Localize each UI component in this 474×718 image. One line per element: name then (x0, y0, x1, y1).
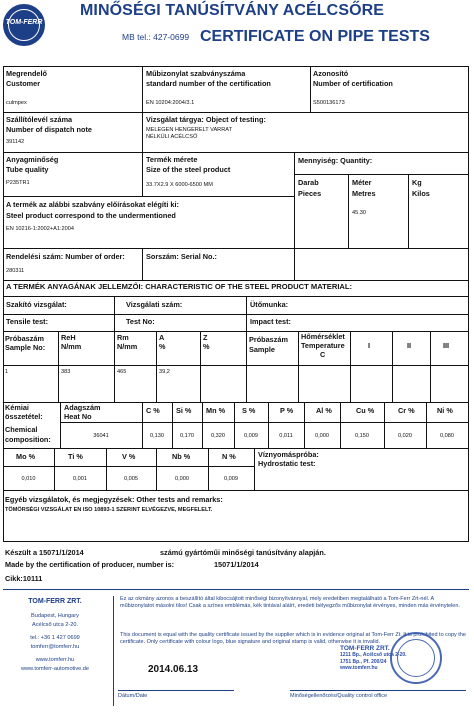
footer-text-hu: Ez az okmány azonos a beszállító által kibocsájtott minőségi bizonyítvánnyal, mely eredetiben megtalálható a Tom-Ferr Zrt-nél. A műbizonylatot másolni tilos! Csak a színes emblémás, kék tintával aláírt, eredeti bélyegzős műbizonylat érvényes, minden más érvénytelen. (120, 596, 460, 610)
value-v: 0,005 (124, 476, 138, 482)
tensile-label-hu: Szakító vizsgálat: (6, 300, 67, 309)
chem-label-en-1: Chemical (5, 425, 38, 434)
dispatch-label-en: Number of dispatch note (6, 125, 92, 134)
stamp-line-1: TOM-FERR ZRT. (340, 645, 390, 652)
qty-label: Mennyiség: Quantity: (298, 156, 373, 165)
id-value: S500136173 (313, 100, 345, 106)
order-label: Rendelési szám: Number of order: (6, 252, 125, 261)
qc-label: Minőségellenőrzés/Quality control office (290, 693, 388, 699)
col-ii: II (407, 341, 412, 350)
row-a-value: 39,2 (159, 369, 170, 375)
made-line2-b: 15071/1/2014 (214, 560, 259, 569)
company-block (0, 592, 114, 712)
sample-label-en: Sample No: (5, 343, 46, 352)
hydro-label-en: Hydrostatic test: (258, 459, 316, 468)
element-ni: Ni % (437, 406, 453, 415)
temp-header-1: Hőmérséklet (301, 332, 345, 341)
logo-text: TOM-FERR (5, 19, 43, 26)
spec-value: EN 10216-1:2002+A1:2004 (6, 226, 74, 232)
element-s: S % (242, 406, 256, 415)
element-nb: Nb % (172, 452, 191, 461)
spec-label-en: Steel product correspond to the undermentioned (6, 211, 176, 220)
stamp-line-4: www.tomferr.hu (340, 665, 378, 672)
z-header-1: Z (203, 333, 208, 342)
value-ti: 0,001 (73, 476, 87, 482)
element-ti: Ti % (68, 452, 83, 461)
material-label-en: Tube quality (6, 165, 49, 174)
subject-value-2: NÉLKÜLI ACÉLCSŐ (146, 134, 198, 140)
chem-label-hu-1: Kémiai (5, 403, 29, 412)
element-mn: Mn % (206, 406, 226, 415)
issue-date: 2014.06.13 (148, 664, 199, 675)
kg-hu: Kg (412, 178, 422, 187)
company-name: TOM-FERR ZRT. (28, 598, 82, 605)
col-iii: III (443, 341, 450, 350)
element-v: V % (122, 452, 136, 461)
customer-label-hu: Megrendelő (6, 69, 47, 78)
meters-value: 45.30 (352, 210, 366, 216)
title-hu: MINŐSÉGI TANÚSÍTVÁNY ACÉLCSŐRE (80, 2, 385, 19)
rm-header-2: N/mm (117, 342, 138, 351)
footer-divider (3, 589, 469, 590)
company-addr2: Acélcső utca 2-20. (31, 622, 79, 628)
pieces-hu: Darab (298, 178, 319, 187)
element-al: Al % (316, 406, 332, 415)
dispatch-value: 391142 (6, 139, 25, 145)
company-email: tomferr@tomferr.hu (30, 644, 80, 650)
company-addr1: Budapest, Hungary (31, 613, 79, 619)
stamp-line-2: 1211 Bp., Acélcső utca 2-20. (340, 652, 407, 659)
sample2-label-hu: Próbaszám (249, 335, 288, 344)
rm-header-1: Rm (117, 333, 129, 342)
value-ni: 0,080 (440, 433, 454, 439)
kg-en: Kilos (412, 189, 430, 198)
material-value: P235TR1 (6, 180, 30, 186)
element-si: Si % (176, 406, 192, 415)
heat-value: 36041 (93, 433, 109, 439)
std-label-en: standard number of the certification (146, 79, 271, 88)
reh-header-1: ReH (61, 333, 76, 342)
element-mo: Mo % (16, 452, 36, 461)
temp-header-2: Temperature (301, 341, 345, 350)
element-cr: Cr % (398, 406, 415, 415)
element-c: C % (146, 406, 160, 415)
spec-label-hu: A termék az alábbi szabvány előírásokat elégíti ki: (6, 200, 179, 209)
material-label-hu: Anyagminőség (6, 155, 59, 164)
value-nb: 0,000 (175, 476, 189, 482)
value-mn: 0,320 (211, 433, 225, 439)
value-al: 0,000 (315, 433, 329, 439)
col-i: I (368, 341, 371, 350)
testno-label-hu: Vizsgálati szám: (126, 300, 183, 309)
std-label-hu: Műbizonylat szabványszáma (146, 69, 246, 78)
z-header-2: % (203, 342, 210, 351)
value-p: 0,011 (279, 433, 293, 439)
sample2-label-en: Sample (249, 345, 275, 354)
title-en: CERTIFICATE ON PIPE TESTS (200, 28, 430, 45)
testno-label-en: Test No: (126, 317, 155, 326)
reh-header-2: N/mm (61, 342, 82, 351)
size-value: 33.7X2.9 X 6000-6500 MM (146, 182, 213, 188)
chem-label-en-2: composition: (5, 435, 51, 444)
company-logo (3, 4, 45, 46)
element-n: N % (222, 452, 236, 461)
id-label-en: Number of certification (313, 79, 393, 88)
row-rm-value: 465 (117, 369, 127, 375)
value-c: 0,130 (150, 433, 164, 439)
order-value: 280311 (6, 268, 25, 274)
impact-label-en: Impact test: (250, 317, 291, 326)
meters-en: Metres (352, 189, 376, 198)
value-cu: 0,150 (355, 433, 369, 439)
subject-label: Vizsgálat tárgya: Object of testing: (146, 115, 266, 124)
value-s: 0,009 (244, 433, 258, 439)
value-cr: 0,020 (398, 433, 412, 439)
dispatch-label-hu: Szállítólevél száma (6, 115, 73, 124)
a-header-2: % (159, 342, 166, 351)
value-mo: 0,010 (21, 476, 36, 482)
other-tests-label: Egyéb vizsgálatok, és megjegyzések: Other tests and remarks: (5, 495, 223, 504)
company-web1: www.tomferr.hu (35, 657, 75, 663)
chem-label-hu-2: összetétel: (5, 412, 43, 421)
temp-header-3: C (320, 350, 326, 359)
sample-label-hu: Próbaszám (5, 334, 44, 343)
size-label-en: Size of the steel product (146, 165, 231, 174)
date-label: Dátum/Date (118, 693, 148, 699)
size-label-hu: Termék mérete (146, 155, 198, 164)
customer-value: culmpex (6, 100, 27, 106)
heat-label-hu: Adagszám (64, 403, 101, 412)
value-n: 0,009 (224, 476, 238, 482)
qc-signature-line (290, 690, 466, 691)
made-line1-a: Készült a 15071/1/2014 (5, 548, 84, 557)
id-label-hu: Azonosító (313, 69, 349, 78)
pieces-en: Pieces (298, 189, 322, 198)
footer-text-en: This document is equal with the quality certificate issued by the supplier which is in evidence original at Tom-Ferr Zt. It is prohibited to copy the certificate. Only certificate with colour logo, blue signature and original stamp is valid, otherwise it is invalid. (120, 632, 466, 646)
std-value: EN 10204:2004/3.1 (146, 100, 195, 106)
element-cu: Cu % (356, 406, 375, 415)
made-line1-b: számú gyártóműi minőségi tanúsítvány alapján. (160, 548, 326, 557)
subject-value-1: MELEGEN HENGERELT VARRAT (146, 127, 232, 133)
company-web2: www.tomferr-automotive.de (20, 666, 90, 672)
characteristics-heading: A TERMÉK ANYAGÁNAK JELLEMZŐI: CHARACTERISTIC OF THE STEEL PRODUCT MATERIAL: (6, 282, 353, 291)
other-tests-value: TÖMÖRSÉGI VIZSGÁLAT EN ISO 10893-1 SZERINT ELVÉGEZVE, MEGFELELT. (5, 507, 213, 513)
company-phone: tel.: +36 1 427 0699 (30, 635, 80, 641)
mb-tel: MB tel.: 427-0699 (122, 32, 190, 42)
hydro-label-hu: Víznyomáspróba: (258, 450, 319, 459)
customer-label-en: Customer (6, 79, 41, 88)
heat-label-en: Heat No (64, 412, 92, 421)
element-p: P % (280, 406, 294, 415)
tensile-label-en: Tensile test: (6, 317, 49, 326)
value-si: 0,170 (180, 433, 194, 439)
stamp-line-3: 1751 Bp., Pf. 200/24 (340, 658, 387, 665)
date-signature-line (118, 690, 234, 691)
cikk: Cikk:10111 (5, 574, 43, 583)
made-line2-a: Made by the certification of producer, number is: (5, 560, 175, 569)
stamp-text (340, 646, 407, 672)
row-reh-value: 383 (61, 369, 71, 375)
serial-label: Sorszám: Serial No.: (146, 252, 217, 261)
meters-hu: Méter (352, 178, 372, 187)
impact-label-hu: Ütőmunka: (250, 300, 289, 309)
row-sample-value: 1 (5, 369, 9, 375)
a-header-1: A (159, 333, 165, 342)
